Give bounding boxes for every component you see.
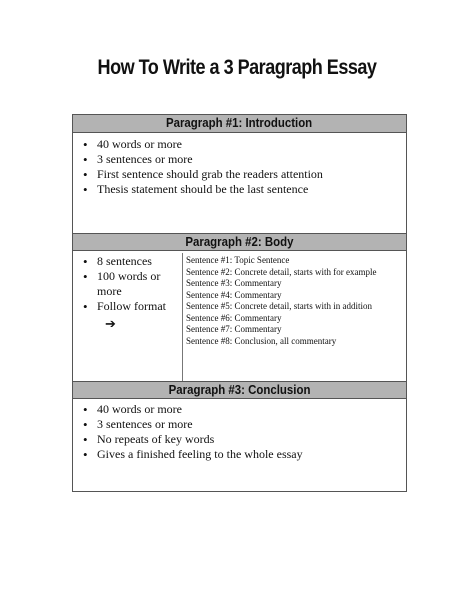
section-2-bullet-list <box>81 254 181 314</box>
column-divider <box>182 253 183 381</box>
list-item: Sentence #2: Concrete detail, starts with for example <box>186 266 377 277</box>
list-item: • No repeats of key words <box>81 432 401 447</box>
list-item: Sentence #8: Conclusion, all commentary <box>186 335 337 346</box>
sentence-format-list <box>186 255 404 347</box>
list-item: Sentence #7: Commentary <box>186 324 282 334</box>
section-2-heading: Paragraph #2: Body <box>73 233 406 251</box>
section-1-bullet-list <box>81 137 401 197</box>
list-item: • 40 words or more <box>81 402 401 417</box>
list-item: • Follow format <box>81 299 181 314</box>
list-item: • 8 sentences <box>81 254 181 269</box>
section-1-heading: Paragraph #1: Introduction <box>73 115 406 133</box>
list-item: • 100 words or more <box>81 269 181 299</box>
essay-guide-table <box>72 114 407 492</box>
section-3-heading: Paragraph #3: Conclusion <box>73 381 406 399</box>
document-title: How To Write a 3 Paragraph Essay <box>97 56 377 79</box>
list-item: • 40 words or more <box>81 137 401 152</box>
arrow-right-icon: ➔ <box>105 316 116 331</box>
list-item: Sentence #3: Commentary <box>186 278 282 288</box>
list-item: • Gives a finished feeling to the whole essay <box>81 447 401 462</box>
list-item: • Thesis statement should be the last sentence <box>81 182 401 197</box>
section-3-bullet-list <box>81 402 401 462</box>
list-item: Sentence #5: Concrete detail, starts with in addition <box>186 301 372 311</box>
list-item: • 3 sentences or more <box>81 152 401 167</box>
list-item: • First sentence should grab the readers attention <box>81 167 401 182</box>
list-item: Sentence #6: Commentary <box>186 312 282 323</box>
list-item: • 3 sentences or more <box>81 417 401 432</box>
list-item: Sentence #1: Topic Sentence <box>186 255 290 265</box>
list-item: Sentence #4: Commentary <box>186 289 282 300</box>
